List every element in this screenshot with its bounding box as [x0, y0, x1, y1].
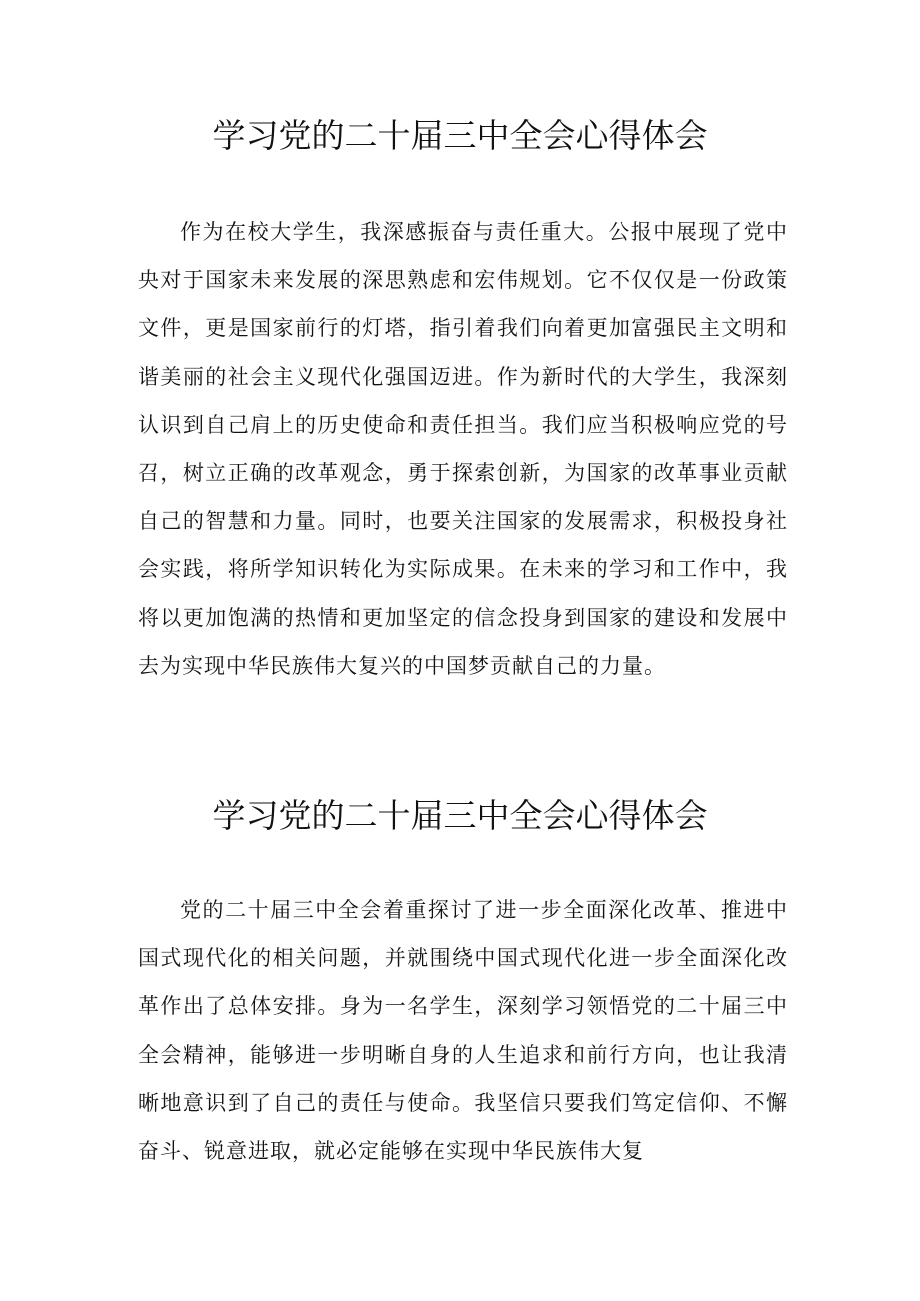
section-1-title: 学习党的二十届三中全会心得体会 — [212, 116, 708, 155]
section-2-title: 学习党的二十届三中全会心得体会 — [212, 796, 708, 835]
section-1-paragraph: 作为在校大学生，我深感振奋与责任重大。公报中展现了党中央对于国家未来发展的深思熟虑和宏伟规划。它不仅仅是一份政策文件，更是国家前行的灯塔，指引着我们向着更加富强民主文明和谐美丽的社会主义现代化强国迈进。作为新时代的大学生，我深刻认识到自己肩上的历史使命和责任担当。我们应当积极响应党的号召，树立正确的改革观念，勇于探索创新，为国家的改革事业贡献自己的智慧和力量。同时，也要关注国家的发展需求，积极投身社会实践，将所学知识转化为实际成果。在未来的学习和工作中，我将以更加饱满的热情和更加坚定的信念投身到国家的建设和发展中去为实现中华民族伟大复兴的中国梦贡献自己的力量。 — [138, 220, 788, 678]
section-2-paragraph: 党的二十届三中全会着重探讨了进一步全面深化改革、推进中国式现代化的相关问题，并就围绕中国式现代化进一步全面深化改革作出了总体安排。身为一名学生，深刻学习领悟党的二十届三中全会精神，能够进一步明晰自身的人生追求和前行方向，也让我清晰地意识到了自己的责任与使命。我坚信只要我们笃定信仰、不懈奋斗、锐意进取，就必定能够在实现中华民族伟大复 — [138, 898, 788, 1164]
